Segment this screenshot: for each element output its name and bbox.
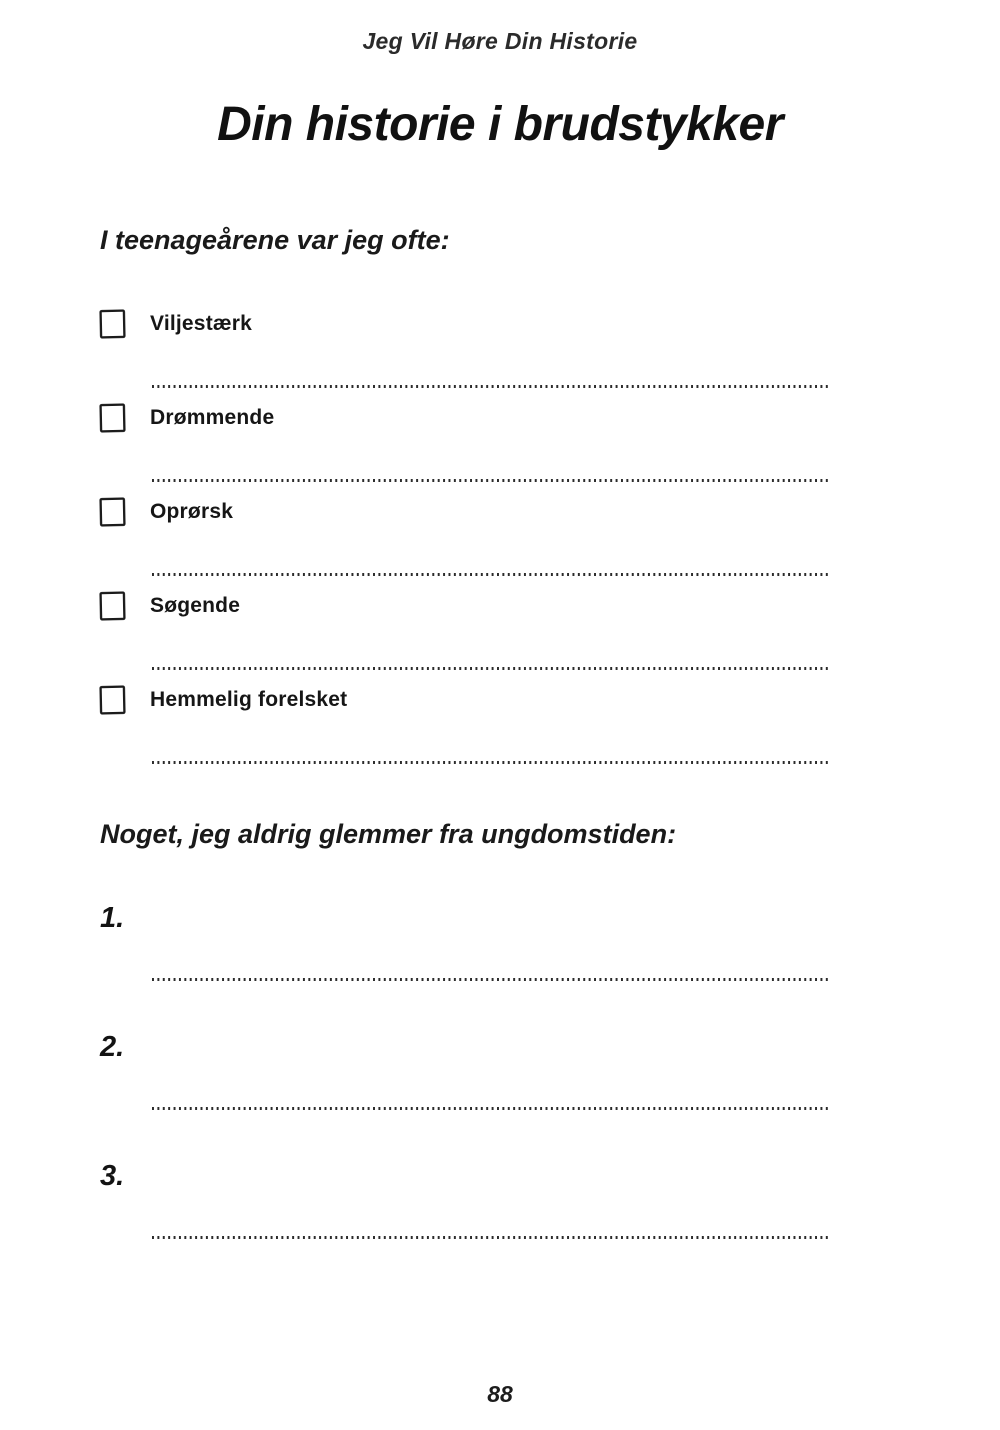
- numbered-item: [100, 1160, 890, 1239]
- answer-line[interactable]: [152, 573, 830, 576]
- answer-line[interactable]: [152, 385, 830, 388]
- checkbox-label: Oprørsk: [150, 500, 234, 523]
- checkbox-label: Hemmelig forelsket: [150, 688, 348, 711]
- checklist-item: [100, 684, 890, 764]
- numbered-item: [100, 902, 890, 981]
- checklist-item: [100, 402, 890, 482]
- page-number: 88: [487, 1381, 513, 1407]
- checklist-item: [100, 590, 890, 670]
- checklist-item: [100, 496, 890, 576]
- item-number: 1.: [100, 902, 125, 934]
- page-content: [100, 225, 890, 1239]
- running-header: Jeg Vil Høre Din Historie: [362, 28, 638, 54]
- answer-line[interactable]: [152, 978, 830, 981]
- teen-years-prompt: I teenageårene var jeg ofte:: [100, 225, 450, 255]
- answer-line[interactable]: [152, 667, 830, 670]
- numbered-item: [100, 1031, 890, 1110]
- answer-line[interactable]: [152, 1236, 830, 1239]
- item-number: 3.: [100, 1160, 125, 1192]
- checkbox-droemmende[interactable]: [100, 404, 126, 433]
- memories-prompt: Noget, jeg aldrig glemmer fra ungdomstiden:: [100, 819, 677, 849]
- item-number: 2.: [100, 1031, 125, 1063]
- checkbox-label: Drømmende: [150, 406, 275, 429]
- checkbox-soegende[interactable]: [100, 592, 126, 621]
- checkbox-hemmelig-forelsket[interactable]: [100, 686, 126, 715]
- checkbox-label: Viljestærk: [150, 312, 253, 335]
- checkbox-label: Søgende: [150, 594, 241, 617]
- checklist-item: [100, 308, 890, 388]
- answer-line[interactable]: [152, 1107, 830, 1110]
- page-title: Din historie i brudstykker: [217, 98, 783, 151]
- answer-line[interactable]: [152, 761, 830, 764]
- checkbox-viljestaerk[interactable]: [100, 310, 126, 339]
- checkbox-oproersk[interactable]: [100, 498, 126, 527]
- answer-line[interactable]: [152, 479, 830, 482]
